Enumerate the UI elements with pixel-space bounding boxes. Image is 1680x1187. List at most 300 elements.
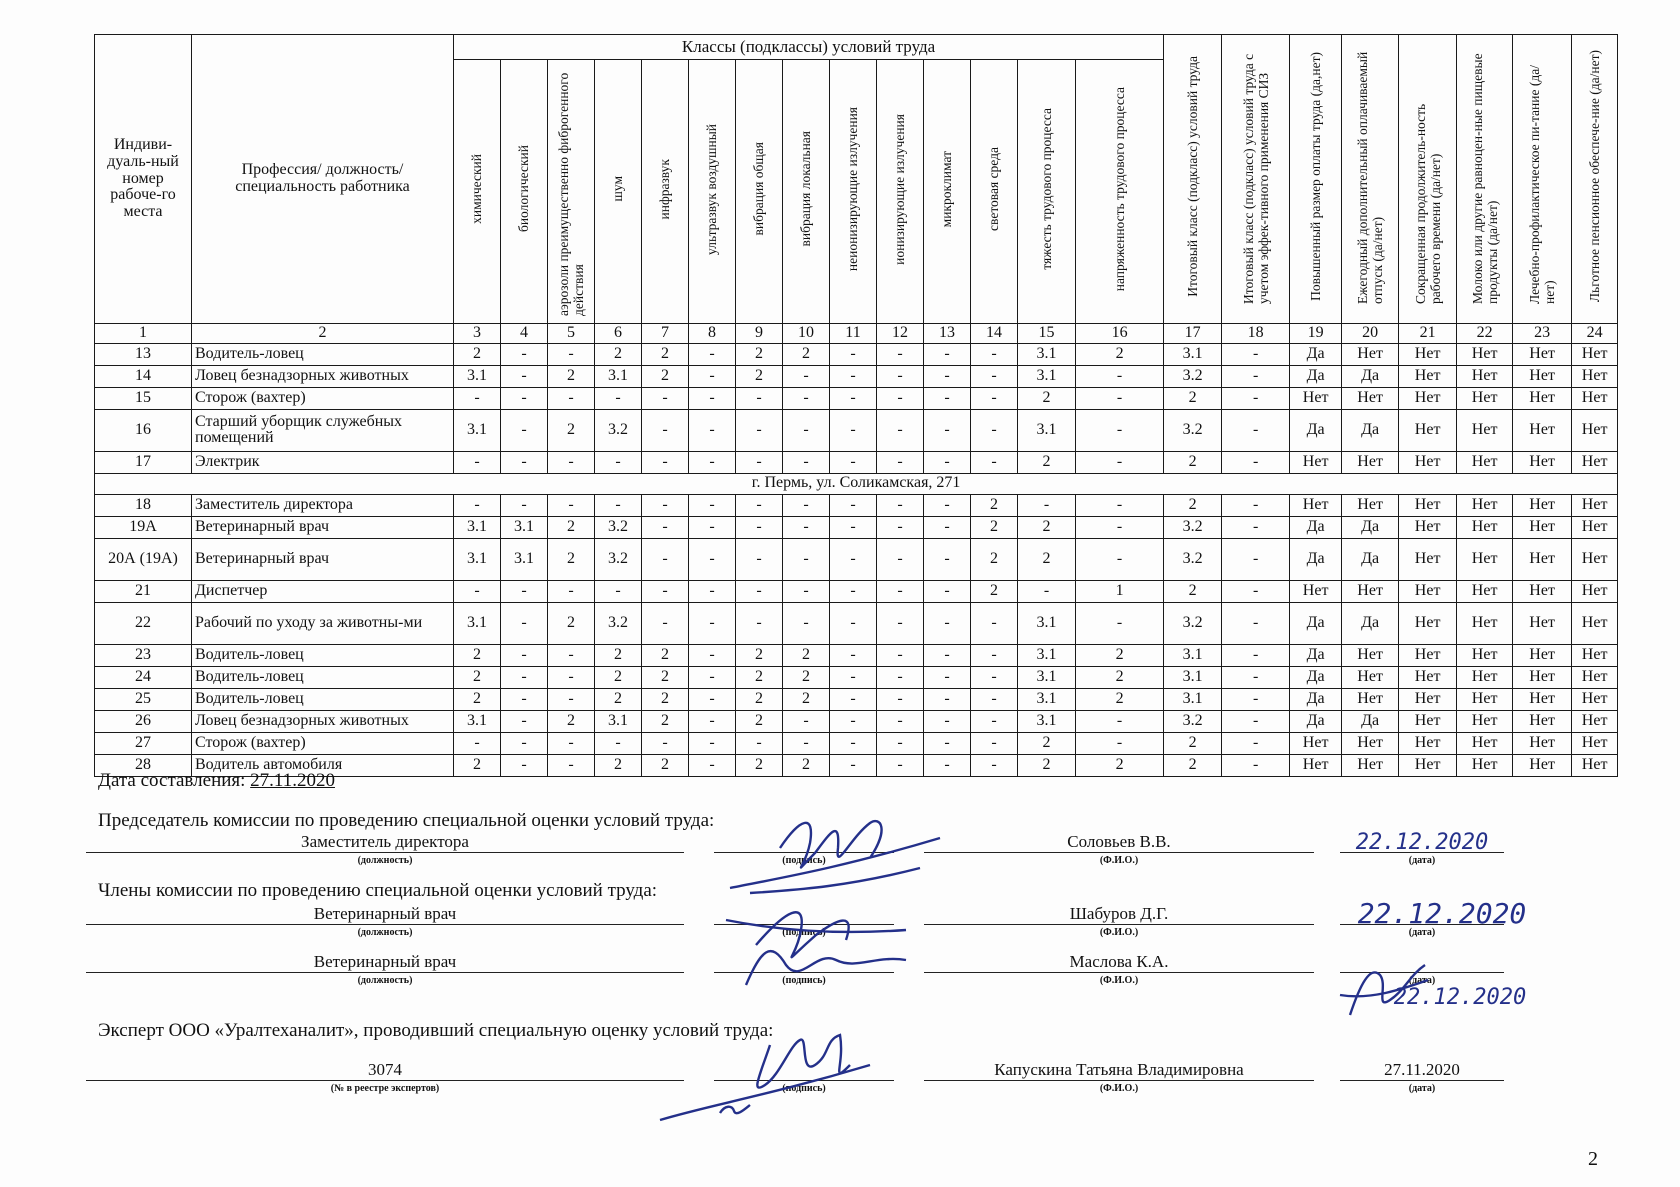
value-cell: - xyxy=(501,710,548,732)
expert-fio: Капускина Татьяна Владимировна xyxy=(994,1060,1244,1079)
value-cell: - xyxy=(830,602,877,644)
profession-cell: Ловец безнадзорных животных xyxy=(192,365,454,387)
value-cell: - xyxy=(454,732,501,754)
value-cell: - xyxy=(1076,409,1164,451)
value-cell: - xyxy=(454,451,501,473)
value-cell: Да xyxy=(1342,538,1399,580)
expert-date: 27.11.2020 xyxy=(1384,1060,1460,1079)
value-cell: - xyxy=(971,666,1018,688)
value-cell: - xyxy=(783,451,830,473)
value-cell: Нет xyxy=(1342,666,1399,688)
value-cell: - xyxy=(924,409,971,451)
value-cell: - xyxy=(736,387,783,409)
value-cell: - xyxy=(689,710,736,732)
value-cell: Нет xyxy=(1457,580,1513,602)
date-compiled-label: Дата составления: xyxy=(98,770,246,791)
value-cell: - xyxy=(924,602,971,644)
value-cell: - xyxy=(548,644,595,666)
value-cell: - xyxy=(877,754,924,776)
table-body-section-1 xyxy=(95,343,1618,473)
value-cell: - xyxy=(830,516,877,538)
value-cell: Нет xyxy=(1399,365,1457,387)
value-cell: - xyxy=(877,580,924,602)
value-cell: 2 xyxy=(642,710,689,732)
chair-fio-line xyxy=(924,852,1314,853)
value-cell: - xyxy=(689,538,736,580)
value-cell: 3.2 xyxy=(1164,516,1222,538)
value-cell: Да xyxy=(1290,343,1342,365)
value-cell: - xyxy=(595,451,642,473)
value-cell: Да xyxy=(1290,538,1342,580)
value-cell: - xyxy=(830,387,877,409)
value-cell: 3.1 xyxy=(1164,644,1222,666)
value-cell: - xyxy=(1018,494,1076,516)
value-cell: Нет xyxy=(1342,494,1399,516)
value-cell: - xyxy=(971,688,1018,710)
page-number: 2 xyxy=(1588,1148,1598,1170)
expert-date-line xyxy=(1340,1080,1504,1081)
value-cell: - xyxy=(924,644,971,666)
value-cell: 3.1 xyxy=(454,602,501,644)
value-cell: Нет xyxy=(1513,710,1572,732)
value-cell: 2 xyxy=(595,666,642,688)
value-cell: Нет xyxy=(1513,688,1572,710)
value-cell: Нет xyxy=(1572,343,1618,365)
value-cell: - xyxy=(877,365,924,387)
value-cell: - xyxy=(783,732,830,754)
chair-date: 22.12.2020 xyxy=(1355,830,1489,855)
chair-fio-caption: (Ф.И.О.) xyxy=(1099,855,1139,866)
value-cell: Нет xyxy=(1457,710,1513,732)
value-cell: - xyxy=(1076,387,1164,409)
value-cell: - xyxy=(971,732,1018,754)
value-cell: 3.1 xyxy=(454,409,501,451)
value-cell: - xyxy=(501,580,548,602)
workplace-number-cell: 17 xyxy=(95,451,192,473)
column-number: 13 xyxy=(924,323,971,343)
value-cell: Да xyxy=(1290,365,1342,387)
value-cell: 2 xyxy=(548,602,595,644)
value-cell: 2 xyxy=(1164,451,1222,473)
value-cell: Да xyxy=(1342,409,1399,451)
value-cell: - xyxy=(971,644,1018,666)
column-number: 23 xyxy=(1513,323,1572,343)
value-cell: Нет xyxy=(1457,387,1513,409)
member1-position-line xyxy=(86,924,684,925)
value-cell: 3.2 xyxy=(1164,710,1222,732)
value-cell: Нет xyxy=(1399,602,1457,644)
value-cell: Нет xyxy=(1399,343,1457,365)
value-cell: 3.1 xyxy=(1164,688,1222,710)
value-cell: - xyxy=(689,580,736,602)
value-cell: - xyxy=(1222,409,1290,451)
value-cell: 2 xyxy=(548,409,595,451)
value-cell: - xyxy=(877,494,924,516)
value-cell: Нет xyxy=(1457,732,1513,754)
table-row xyxy=(95,409,1618,451)
member2-fio-caption: (Ф.И.О.) xyxy=(1099,975,1139,986)
value-cell: Нет xyxy=(1457,538,1513,580)
value-cell: Нет xyxy=(1513,409,1572,451)
value-cell: 2 xyxy=(1164,494,1222,516)
expert-date-caption: (дата) xyxy=(1408,1083,1436,1094)
column-number: 12 xyxy=(877,323,924,343)
value-cell: Нет xyxy=(1399,710,1457,732)
table-row xyxy=(95,644,1618,666)
column-number: 22 xyxy=(1457,323,1513,343)
profession-cell: Водитель-ловец xyxy=(192,343,454,365)
value-cell: Нет xyxy=(1399,409,1457,451)
value-cell: - xyxy=(1076,538,1164,580)
member2-position: Ветеринарный врач xyxy=(313,952,457,971)
value-cell: - xyxy=(689,409,736,451)
profession-cell: Сторож (вахтер) xyxy=(192,732,454,754)
value-cell: Нет xyxy=(1572,710,1618,732)
value-cell: - xyxy=(783,538,830,580)
profession-cell: Водитель-ловец xyxy=(192,666,454,688)
value-cell: 3.2 xyxy=(595,516,642,538)
value-cell: - xyxy=(548,343,595,365)
value-cell: - xyxy=(783,602,830,644)
value-cell: - xyxy=(924,666,971,688)
members-title: Члены комиссии по проведению специальной оценки условий труда: xyxy=(98,880,658,901)
value-cell: 2 xyxy=(642,644,689,666)
value-cell: - xyxy=(689,494,736,516)
value-cell: - xyxy=(1222,644,1290,666)
expert-registry: 3074 xyxy=(368,1060,402,1079)
expert-registry-caption: (№ в реестре экспертов) xyxy=(330,1083,440,1094)
profession-cell: Рабочий по уходу за животны-ми xyxy=(192,602,454,644)
value-cell: 2 xyxy=(642,343,689,365)
value-cell: - xyxy=(1222,538,1290,580)
header-reduced-hours: Сокращенная продолжитель-ность рабочего времени (да/нет) xyxy=(1399,35,1457,324)
value-cell: - xyxy=(689,387,736,409)
value-cell: - xyxy=(924,516,971,538)
value-cell: Нет xyxy=(1572,451,1618,473)
column-number: 20 xyxy=(1342,323,1399,343)
column-number: 9 xyxy=(736,323,783,343)
value-cell: - xyxy=(783,710,830,732)
value-cell: - xyxy=(830,688,877,710)
value-cell: - xyxy=(877,688,924,710)
workplace-number-cell: 24 xyxy=(95,666,192,688)
workplace-number-cell: 16 xyxy=(95,409,192,451)
value-cell: 2 xyxy=(971,580,1018,602)
header-increased-pay: Повышенный размер оплаты труда (да,нет) xyxy=(1290,35,1342,324)
value-cell: 2 xyxy=(595,754,642,776)
value-cell: - xyxy=(689,688,736,710)
value-cell: - xyxy=(736,409,783,451)
table-row xyxy=(95,494,1618,516)
date-compiled-value: 27.11.2020 xyxy=(250,770,335,791)
value-cell: - xyxy=(501,644,548,666)
header-factor-ultrasound: ультразвук воздушный xyxy=(689,60,736,324)
value-cell: - xyxy=(689,365,736,387)
value-cell: Да xyxy=(1290,516,1342,538)
value-cell: - xyxy=(1076,710,1164,732)
value-cell: Нет xyxy=(1513,387,1572,409)
value-cell: 2 xyxy=(1164,754,1222,776)
value-cell: 2 xyxy=(736,710,783,732)
value-cell: - xyxy=(501,494,548,516)
chair-position: Заместитель директора xyxy=(301,832,469,851)
value-cell: - xyxy=(1222,754,1290,776)
table-row xyxy=(95,732,1618,754)
value-cell: Нет xyxy=(1399,451,1457,473)
value-cell: Нет xyxy=(1342,688,1399,710)
value-cell: - xyxy=(783,494,830,516)
column-number: 19 xyxy=(1290,323,1342,343)
value-cell: - xyxy=(1222,688,1290,710)
value-cell: 3.2 xyxy=(595,602,642,644)
value-cell: Нет xyxy=(1513,494,1572,516)
value-cell: Нет xyxy=(1342,387,1399,409)
value-cell: 2 xyxy=(1018,387,1076,409)
value-cell: 2 xyxy=(1076,644,1164,666)
value-cell: Нет xyxy=(1572,365,1618,387)
member1-fio-line xyxy=(924,924,1314,925)
value-cell: - xyxy=(1076,516,1164,538)
value-cell: - xyxy=(689,516,736,538)
value-cell: Нет xyxy=(1513,580,1572,602)
value-cell: - xyxy=(877,451,924,473)
value-cell: Нет xyxy=(1399,387,1457,409)
table-row xyxy=(95,365,1618,387)
member1-fio-caption: (Ф.И.О.) xyxy=(1099,927,1139,938)
value-cell: - xyxy=(1222,387,1290,409)
value-cell: - xyxy=(689,343,736,365)
table-row xyxy=(95,580,1618,602)
value-cell: - xyxy=(830,644,877,666)
column-number: 17 xyxy=(1164,323,1222,343)
workplace-number-cell: 20А (19А) xyxy=(95,538,192,580)
value-cell: 2 xyxy=(454,666,501,688)
value-cell: 2 xyxy=(1164,580,1222,602)
value-cell: 2 xyxy=(454,754,501,776)
table-row xyxy=(95,451,1618,473)
value-cell: 2 xyxy=(642,666,689,688)
value-cell: 2 xyxy=(736,666,783,688)
value-cell: - xyxy=(736,494,783,516)
value-cell: - xyxy=(1222,516,1290,538)
header-factor-aerosols: аэрозоли преимущественно фиброгенного действия xyxy=(548,60,595,324)
column-number: 5 xyxy=(548,323,595,343)
value-cell: - xyxy=(548,666,595,688)
value-cell: - xyxy=(1222,580,1290,602)
value-cell: - xyxy=(642,732,689,754)
chair-position-caption: (должность) xyxy=(357,855,413,866)
value-cell: 2 xyxy=(736,644,783,666)
value-cell: Нет xyxy=(1572,580,1618,602)
value-cell: Нет xyxy=(1572,538,1618,580)
value-cell: 2 xyxy=(971,538,1018,580)
workplace-number-cell: 13 xyxy=(95,343,192,365)
date-compiled xyxy=(98,770,335,792)
value-cell: 2 xyxy=(548,710,595,732)
value-cell: Нет xyxy=(1342,451,1399,473)
value-cell: - xyxy=(1076,365,1164,387)
value-cell: - xyxy=(971,409,1018,451)
value-cell: - xyxy=(689,732,736,754)
value-cell: Нет xyxy=(1290,451,1342,473)
header-factor-infrasound: инфразвук xyxy=(642,60,689,324)
table-row xyxy=(95,538,1618,580)
column-number: 14 xyxy=(971,323,1018,343)
value-cell: 2 xyxy=(783,754,830,776)
value-cell: Нет xyxy=(1457,516,1513,538)
profession-cell: Ловец безнадзорных животных xyxy=(192,710,454,732)
header-final-class: Итоговый класс (подкласс) условий труда xyxy=(1164,35,1222,324)
member2-position-caption: (должность) xyxy=(357,975,413,986)
value-cell: 2 xyxy=(548,516,595,538)
header-extra-leave: Ежегодный дополнительный оплачиваемый отпуск (да/нет) xyxy=(1342,35,1399,324)
value-cell: - xyxy=(548,451,595,473)
value-cell: 3.1 xyxy=(1018,343,1076,365)
value-cell: Нет xyxy=(1399,494,1457,516)
expert-fio-caption: (Ф.И.О.) xyxy=(1099,1083,1139,1094)
value-cell: 3.1 xyxy=(1018,409,1076,451)
member1-signature-caption: (подпись) xyxy=(782,927,826,938)
value-cell: 3.2 xyxy=(1164,409,1222,451)
value-cell: - xyxy=(736,538,783,580)
value-cell: Нет xyxy=(1457,666,1513,688)
column-number: 11 xyxy=(830,323,877,343)
value-cell: Нет xyxy=(1513,754,1572,776)
value-cell: - xyxy=(501,387,548,409)
value-cell: 3.1 xyxy=(1018,710,1076,732)
value-cell: - xyxy=(830,409,877,451)
value-cell: - xyxy=(830,538,877,580)
workplace-number-cell: 27 xyxy=(95,732,192,754)
value-cell: - xyxy=(595,580,642,602)
value-cell: 2 xyxy=(736,754,783,776)
member2-date: 22.12.2020 xyxy=(1393,985,1527,1010)
value-cell: - xyxy=(924,343,971,365)
value-cell: - xyxy=(924,754,971,776)
value-cell: 3.1 xyxy=(1018,688,1076,710)
value-cell: - xyxy=(1076,602,1164,644)
value-cell: 2 xyxy=(548,538,595,580)
value-cell: - xyxy=(736,516,783,538)
profession-cell: Сторож (вахтер) xyxy=(192,387,454,409)
chair-date-caption: (дата) xyxy=(1408,855,1436,866)
value-cell: 3.1 xyxy=(501,538,548,580)
value-cell: 3.1 xyxy=(454,710,501,732)
value-cell: Нет xyxy=(1572,754,1618,776)
header-final-class-siz: Итоговый класс (подкласс) условий труда с учетом эффек-тивного применения СИЗ xyxy=(1222,35,1290,324)
value-cell: - xyxy=(924,580,971,602)
value-cell: - xyxy=(877,516,924,538)
value-cell: 3.1 xyxy=(1164,343,1222,365)
value-cell: - xyxy=(877,387,924,409)
value-cell: 2 xyxy=(783,666,830,688)
value-cell: Нет xyxy=(1572,516,1618,538)
value-cell: Нет xyxy=(1290,732,1342,754)
value-cell: - xyxy=(642,387,689,409)
value-cell: 2 xyxy=(595,343,642,365)
value-cell: Нет xyxy=(1399,516,1457,538)
value-cell: 3.1 xyxy=(1018,644,1076,666)
value-cell: Нет xyxy=(1513,516,1572,538)
value-cell: 3.2 xyxy=(1164,365,1222,387)
value-cell: Да xyxy=(1290,409,1342,451)
value-cell: Нет xyxy=(1572,494,1618,516)
column-number: 18 xyxy=(1222,323,1290,343)
header-factor-severity: тяжесть трудового процесса xyxy=(1018,60,1076,324)
value-cell: 2 xyxy=(454,688,501,710)
value-cell: 2 xyxy=(595,644,642,666)
value-cell: - xyxy=(1076,494,1164,516)
workplace-number-cell: 15 xyxy=(95,387,192,409)
value-cell: 2 xyxy=(548,365,595,387)
value-cell: 2 xyxy=(1076,688,1164,710)
column-number: 21 xyxy=(1399,323,1457,343)
value-cell: - xyxy=(924,365,971,387)
value-cell: - xyxy=(783,365,830,387)
value-cell: - xyxy=(548,754,595,776)
column-number: 1 xyxy=(95,323,192,343)
value-cell: - xyxy=(454,387,501,409)
value-cell: - xyxy=(454,494,501,516)
value-cell: 2 xyxy=(1076,666,1164,688)
value-cell: 3.1 xyxy=(1018,666,1076,688)
value-cell: - xyxy=(689,602,736,644)
value-cell: Нет xyxy=(1572,409,1618,451)
value-cell: Да xyxy=(1290,644,1342,666)
workplace-number-cell: 28 xyxy=(95,754,192,776)
value-cell: - xyxy=(924,494,971,516)
value-cell: - xyxy=(971,451,1018,473)
value-cell: - xyxy=(830,343,877,365)
value-cell: 3.2 xyxy=(1164,538,1222,580)
workplace-number-cell: 25 xyxy=(95,688,192,710)
value-cell: - xyxy=(877,710,924,732)
header-factor-vibration-general: вибрация общая xyxy=(736,60,783,324)
value-cell: Нет xyxy=(1513,538,1572,580)
value-cell: Нет xyxy=(1513,343,1572,365)
value-cell: - xyxy=(1222,732,1290,754)
value-cell: - xyxy=(1222,666,1290,688)
value-cell: - xyxy=(1222,494,1290,516)
workplace-number-cell: 22 xyxy=(95,602,192,644)
profession-cell: Диспетчер xyxy=(192,580,454,602)
value-cell: Нет xyxy=(1513,644,1572,666)
value-cell: Нет xyxy=(1513,451,1572,473)
value-cell: 2 xyxy=(1018,732,1076,754)
value-cell: - xyxy=(830,580,877,602)
value-cell: Да xyxy=(1290,688,1342,710)
value-cell: 3.2 xyxy=(595,538,642,580)
value-cell: - xyxy=(830,494,877,516)
value-cell: - xyxy=(642,409,689,451)
header-classes-group: Классы (подклассы) условий труда xyxy=(454,35,1164,60)
value-cell: Да xyxy=(1342,602,1399,644)
value-cell: - xyxy=(595,732,642,754)
column-number: 16 xyxy=(1076,323,1164,343)
member2-position-line xyxy=(86,972,684,973)
value-cell: - xyxy=(689,666,736,688)
value-cell: 2 xyxy=(783,644,830,666)
value-cell: - xyxy=(877,666,924,688)
member1-date-caption: (дата) xyxy=(1408,927,1436,938)
profession-cell: Заместитель директора xyxy=(192,494,454,516)
value-cell: - xyxy=(924,387,971,409)
value-cell: 2 xyxy=(736,343,783,365)
table-body-section-2 xyxy=(95,494,1618,776)
value-cell: 3.1 xyxy=(595,365,642,387)
value-cell: - xyxy=(1076,732,1164,754)
value-cell: - xyxy=(877,644,924,666)
